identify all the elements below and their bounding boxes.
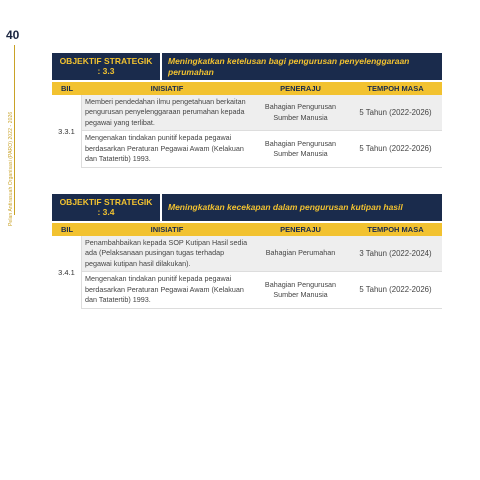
page-number: 40: [6, 28, 20, 42]
table-body: [52, 236, 442, 309]
tempoh-cell: 3 Tahun (2022-2024): [359, 249, 432, 258]
objective-label: OBJEKTIF STRATEGIK : 3.4: [52, 194, 162, 221]
side-document-title: Pelan Antirasuah Organisasi (PARO) 2022 - 2026: [8, 111, 14, 226]
objective-header: [52, 194, 442, 221]
table-rows: [82, 236, 442, 309]
table-row: [82, 272, 442, 308]
section-objective-3-3: [52, 53, 442, 168]
table-body: [52, 95, 442, 168]
section-objective-3-4: [52, 194, 442, 309]
column-header-inisiatif: INISIATIF: [150, 84, 184, 93]
column-header-tempoh: TEMPOH MASA: [367, 84, 424, 93]
tempoh-cell: 5 Tahun (2022-2026): [359, 144, 432, 154]
table-rows: [82, 95, 442, 168]
table-row: [82, 236, 442, 272]
column-header-peneraju: PENERAJU: [280, 225, 321, 234]
side-divider: [14, 45, 15, 215]
peneraju-cell: Bahagian Pengurusan Sumber Manusia: [264, 279, 337, 299]
column-header-inisiatif: INISIATIF: [150, 225, 184, 234]
column-header-row: [52, 82, 442, 95]
tempoh-cell: 5 Tahun (2022-2026): [359, 108, 432, 117]
objective-label: OBJEKTIF STRATEGIK : 3.3: [52, 53, 162, 80]
tempoh-cell: 5 Tahun (2022-2026): [359, 285, 432, 295]
peneraju-cell: Bahagian Perumahan: [265, 248, 336, 258]
peneraju-cell: Bahagian Pengurusan Sumber Manusia: [264, 138, 337, 158]
column-header-peneraju: PENERAJU: [280, 84, 321, 93]
bil-cell: 3.3.1: [52, 95, 82, 168]
table-row: [82, 95, 442, 131]
inisiatif-cell: Memberi pendedahan ilmu pengetahuan berkaitan pengurusan penyelenggaraan perumahan kepada pegawai yang terlibat.: [85, 97, 246, 127]
bil-cell: 3.4.1: [52, 236, 82, 309]
column-header-tempoh: TEMPOH MASA: [367, 225, 424, 234]
objective-title: Meningkatkan kecekapan dalam pengurusan kutipan hasil: [162, 194, 442, 221]
peneraju-cell: Bahagian Pengurusan Sumber Manusia: [264, 102, 337, 122]
inisiatif-cell: Mengenakan tindakan punitif kepada pegawai berdasarkan Peraturan Pegawai Awam (Kelakuan dan Tatatertib) 1993.: [85, 133, 244, 164]
table-row: [82, 131, 442, 167]
column-header-row: [52, 223, 442, 236]
column-header-bil: BIL: [60, 84, 74, 93]
inisiatif-cell: Penambahbaikan kepada SOP Kutipan Hasil sedia ada (Pelaksanaan pusingan tugas terhadap pegawai kutipan hasil dilakukan).: [85, 238, 248, 268]
objective-header: [52, 53, 442, 80]
column-header-bil: BIL: [60, 225, 74, 234]
objective-title: Meningkatkan ketelusan bagi pengurusan penyelenggaraan perumahan: [162, 53, 442, 80]
inisiatif-cell: Mengenakan tindakan punitif kepada pegawai berdasarkan Peraturan Pegawai Awam (Kelakuan dan Tatatertib) 1993.: [85, 274, 244, 305]
